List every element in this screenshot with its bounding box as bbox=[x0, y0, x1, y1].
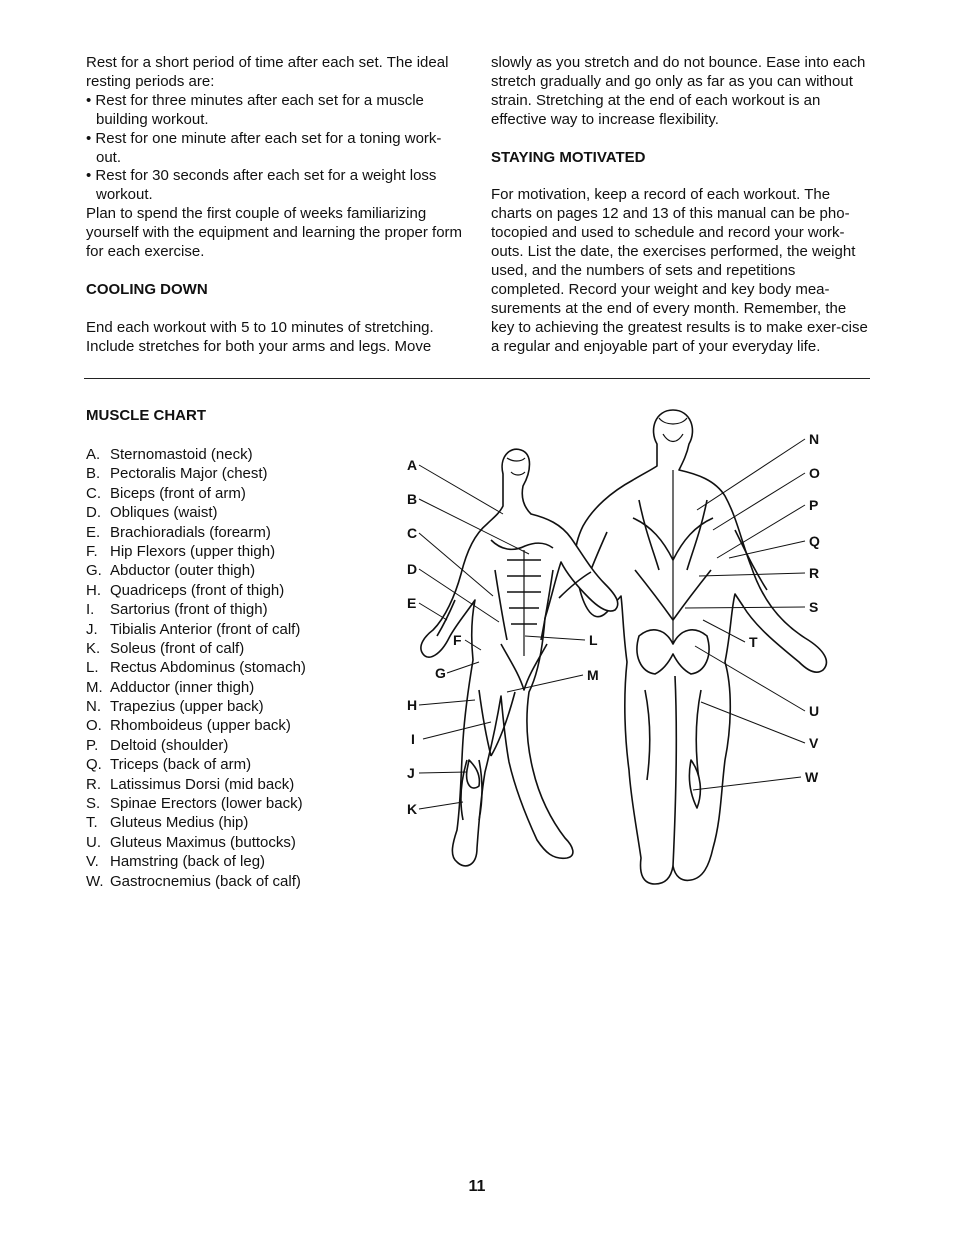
muscle-name: Sternomastoid (neck) bbox=[110, 446, 253, 463]
muscle-list-item bbox=[86, 794, 306, 813]
muscle-list-item bbox=[86, 872, 306, 891]
muscle-name: Spinae Erectors (lower back) bbox=[110, 795, 303, 813]
muscle-list-item bbox=[86, 503, 306, 522]
muscle-letter: F. bbox=[86, 542, 98, 560]
muscle-name: Hamstring (back of leg) bbox=[110, 853, 266, 871]
muscle-name: Biceps (front of arm) bbox=[110, 484, 246, 502]
figure-label-b: B bbox=[407, 491, 418, 507]
muscle-list-item bbox=[86, 600, 306, 619]
muscle-name: Tibialis Anterior (front of calf) bbox=[110, 620, 301, 638]
leader-line bbox=[419, 603, 447, 620]
cooling-down-paragraph: End each workout with 5 to 10 minutes of stretching. Include stretches for both your arms and legs. Move bbox=[86, 318, 434, 355]
muscle-list-item bbox=[86, 658, 306, 677]
cooling-down-heading: COOLING DOWN bbox=[86, 280, 208, 298]
figure-label-k: K bbox=[407, 801, 418, 817]
muscle-list-item bbox=[86, 464, 306, 483]
muscle-list-item bbox=[86, 445, 306, 464]
figure-label-w: W bbox=[805, 769, 819, 785]
muscle-list-item bbox=[86, 620, 306, 639]
staying-motivated-heading: STAYING MOTIVATED bbox=[491, 148, 646, 166]
figure-label-d: D bbox=[407, 561, 418, 577]
figure-label-e: E bbox=[407, 595, 417, 611]
muscle-letter: S. bbox=[86, 795, 101, 813]
figure-label-p: P bbox=[809, 497, 819, 513]
muscle-name: Trapezius (upper back) bbox=[110, 698, 264, 716]
figure-label-m: M bbox=[587, 667, 599, 683]
muscle-chart-heading: MUSCLE CHART bbox=[86, 407, 206, 424]
plan-paragraph: Plan to spend the first couple of weeks familiarizing yourself with the equipment and learning the proper form for each exercise. bbox=[86, 205, 463, 261]
muscle-list-item bbox=[86, 755, 306, 774]
figure-label-t: T bbox=[749, 634, 758, 650]
muscle-name: Brachioradials (forearm) bbox=[110, 523, 271, 541]
muscle-name: Pectoralis Major (chest) bbox=[110, 465, 268, 483]
front-view-figure bbox=[421, 449, 618, 866]
figure-label-o: O bbox=[809, 465, 820, 481]
muscle-list-item bbox=[86, 542, 306, 561]
muscle-letter: U. bbox=[86, 833, 101, 851]
muscle-letter: I. bbox=[86, 601, 95, 619]
muscle-name: Latissimus Dorsi (mid back) bbox=[110, 775, 295, 793]
muscle-list-item bbox=[86, 581, 306, 600]
muscle-list-item bbox=[86, 852, 306, 871]
muscle-list-item bbox=[86, 813, 306, 832]
muscle-letter: G. bbox=[86, 562, 102, 580]
muscle-letter: D. bbox=[86, 504, 101, 522]
muscle-letter: J. bbox=[86, 620, 98, 638]
muscle-anatomy-figure bbox=[395, 400, 835, 895]
rest-bullet-weight-loss: • Rest for 30 seconds after each set for a weight loss workout. bbox=[86, 167, 466, 205]
muscle-name: Deltoid (shoulder) bbox=[110, 736, 229, 754]
muscle-name: Gluteus Medius (hip) bbox=[110, 814, 249, 832]
staying-motivated-paragraph: For motivation, keep a record of each workout. The charts on pages 12 and 13 of this manual can be pho-tocopied and used to schedule and record your work-outs. List the date, the exercises performed, the weight used, and the numbers of sets and repetitions completed. Record your weight and key body mea-surements at the end of every month. Remember, the key to achieving the greatest results is to make exer-cise a regular and enjoyable part of your everyday life. bbox=[491, 186, 868, 355]
muscle-letter: O. bbox=[86, 717, 102, 735]
muscle-name: Rectus Abdominus (stomach) bbox=[110, 659, 306, 677]
muscle-list-item bbox=[86, 775, 306, 794]
muscle-letter: E. bbox=[86, 523, 101, 541]
leader-line bbox=[419, 802, 463, 809]
figure-label-q: Q bbox=[809, 533, 820, 549]
muscle-list-item bbox=[86, 736, 306, 755]
muscle-letter: T. bbox=[86, 814, 98, 832]
muscle-letter: W. bbox=[86, 872, 104, 890]
muscle-name: Quadriceps (front of thigh) bbox=[110, 581, 285, 599]
muscle-name: Rhomboideus (upper back) bbox=[110, 717, 291, 735]
muscle-list-item bbox=[86, 833, 306, 852]
section-divider bbox=[84, 378, 870, 379]
muscle-list-item bbox=[86, 678, 306, 697]
muscle-list-item bbox=[86, 716, 306, 735]
page-number: 11 bbox=[468, 1178, 486, 1195]
muscle-name: Gastrocnemius (back of calf) bbox=[110, 872, 301, 890]
back-view-figure bbox=[575, 410, 826, 884]
muscle-letter: V. bbox=[86, 853, 99, 871]
muscle-name: Triceps (back of arm) bbox=[110, 756, 252, 774]
rest-bullet-muscle-building: • Rest for three minutes after each set for a muscle building workout. bbox=[86, 92, 466, 130]
muscle-list-item bbox=[86, 561, 306, 580]
rest-bullet-toning: • Rest for one minute after each set for a toning work-out. bbox=[86, 130, 466, 168]
muscle-letter: M. bbox=[86, 678, 103, 696]
right-text-column bbox=[491, 54, 871, 356]
leader-line bbox=[419, 465, 503, 514]
muscle-list bbox=[86, 445, 306, 891]
figure-label-n: N bbox=[809, 431, 820, 447]
muscle-name: Adductor (inner thigh) bbox=[110, 678, 255, 696]
muscle-letter: R. bbox=[86, 775, 101, 793]
muscle-letter: K. bbox=[86, 639, 101, 657]
figure-label-i: I bbox=[411, 731, 415, 747]
muscle-letter: C. bbox=[86, 484, 101, 502]
muscle-list-item bbox=[86, 639, 306, 658]
muscle-letter: L. bbox=[86, 659, 99, 677]
muscle-letter: Q. bbox=[86, 756, 102, 774]
muscle-name: Soleus (front of calf) bbox=[110, 639, 245, 657]
figure-label-f: F bbox=[453, 632, 462, 648]
figure-label-a: A bbox=[407, 457, 418, 473]
muscle-name: Sartorius (front of thigh) bbox=[110, 601, 268, 619]
figure-label-g: G bbox=[435, 665, 446, 681]
muscle-letter: H. bbox=[86, 581, 101, 599]
leader-line bbox=[419, 772, 467, 773]
muscle-name: Gluteus Maximus (buttocks) bbox=[110, 833, 296, 851]
muscle-list-item bbox=[86, 697, 306, 716]
muscle-list-item bbox=[86, 523, 306, 542]
muscle-name: Abductor (outer thigh) bbox=[110, 562, 256, 580]
figure-label-l: L bbox=[589, 632, 598, 648]
muscle-letter: A. bbox=[86, 446, 101, 463]
leader-line bbox=[697, 439, 805, 510]
muscle-letter: N. bbox=[86, 698, 101, 716]
stretch-continued-paragraph: slowly as you stretch and do not bounce. Ease into each stretch gradually and go only as far as you can without strain. Stretching at the end of each workout is an effective way to increase flexibility. bbox=[491, 54, 866, 128]
figure-label-v: V bbox=[809, 735, 819, 751]
figure-label-u: U bbox=[809, 703, 820, 719]
figure-label-s: S bbox=[809, 599, 819, 615]
muscle-list-item bbox=[86, 484, 306, 503]
figure-label-j: J bbox=[407, 765, 415, 781]
rest-intro-paragraph: Rest for a short period of time after each set. The ideal resting periods are: bbox=[86, 54, 449, 90]
muscle-name: Obliques (waist) bbox=[110, 504, 218, 522]
muscle-letter: B. bbox=[86, 465, 101, 483]
muscle-name: Hip Flexors (upper thigh) bbox=[110, 542, 276, 560]
figure-label-r: R bbox=[809, 565, 820, 581]
muscle-letter: P. bbox=[86, 736, 99, 754]
left-text-column bbox=[86, 54, 466, 356]
figure-label-h: H bbox=[407, 697, 418, 713]
figure-label-c: C bbox=[407, 525, 418, 541]
